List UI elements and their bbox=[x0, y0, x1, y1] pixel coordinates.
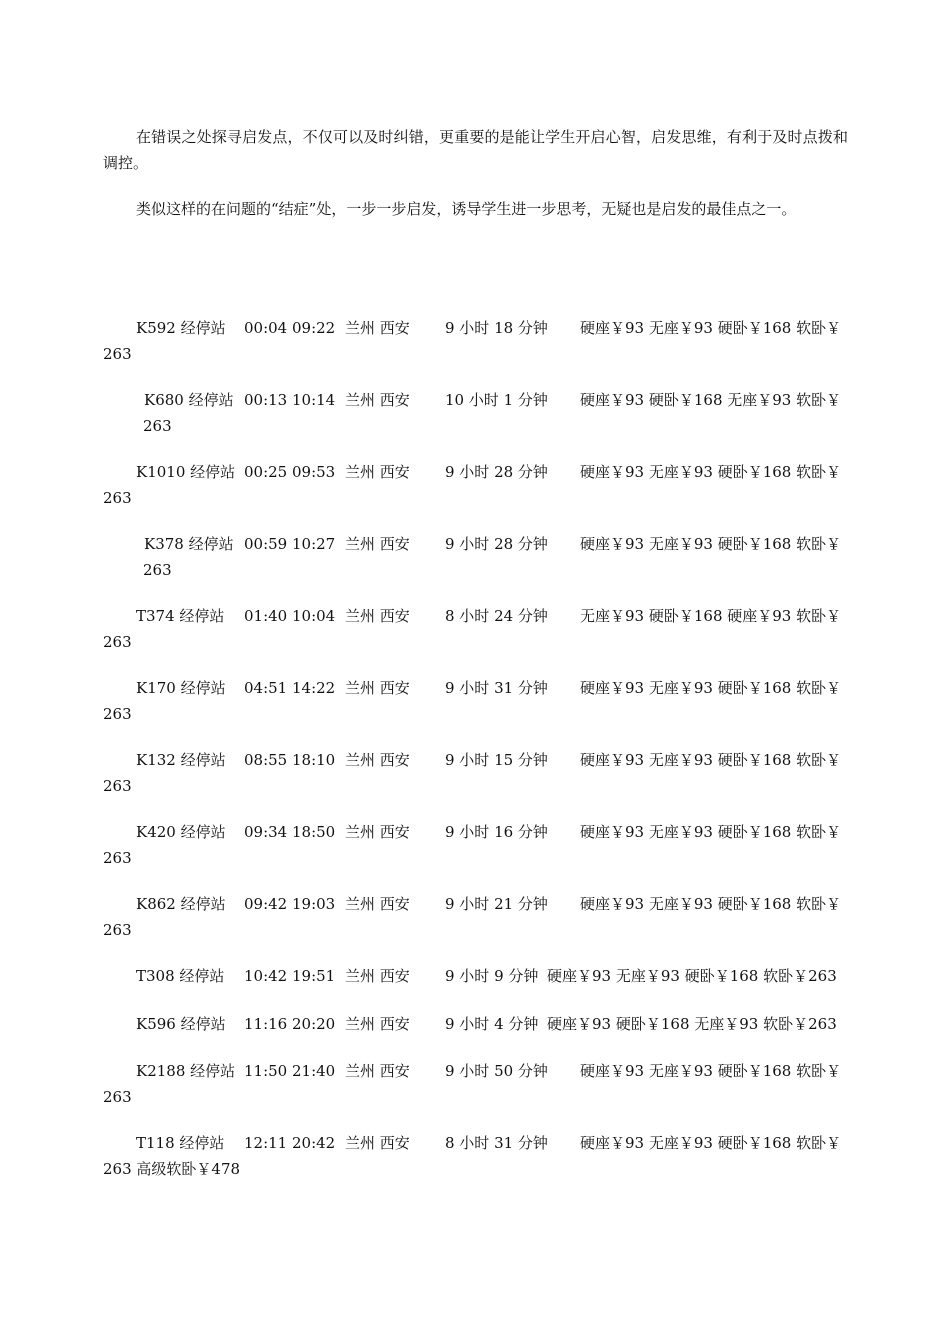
train-prices-continued: 263 bbox=[103, 633, 132, 651]
train-entry bbox=[103, 963, 848, 989]
train-prices: 硬座￥93 无座￥93 硬卧￥168 软卧￥263 bbox=[547, 967, 837, 985]
train-times: 11:50 21:40 bbox=[244, 1062, 336, 1080]
train-number: K170 经停站 bbox=[136, 679, 226, 697]
train-prices: 硬座￥93 硬卧￥168 无座￥93 软卧￥263 bbox=[547, 1015, 837, 1033]
train-number: K596 经停站 bbox=[136, 1015, 226, 1033]
train-number: K680 经停站 bbox=[144, 391, 234, 409]
train-entry bbox=[143, 387, 848, 439]
train-times: 08:55 18:10 bbox=[244, 751, 336, 769]
paragraph-1: 在错误之处探寻启发点，不仅可以及时纠错，更重要的是能让学生开启心智，启发思维，有利于及时点拨和调控。 bbox=[103, 128, 848, 172]
train-duration: 9 小时 18 分钟 bbox=[445, 319, 548, 337]
train-entry bbox=[103, 675, 848, 727]
train-prices-continued: 263 bbox=[103, 489, 132, 507]
train-duration: 9 小时 50 分钟 bbox=[445, 1062, 548, 1080]
train-prices-continued: 263 bbox=[143, 417, 172, 435]
train-duration: 8 小时 31 分钟 bbox=[445, 1134, 548, 1152]
train-prices: 硬座￥93 无座￥93 硬卧￥168 软卧￥ bbox=[580, 535, 842, 553]
train-prices-continued: 263 bbox=[143, 561, 172, 579]
train-number: K378 经停站 bbox=[144, 535, 234, 553]
train-route: 兰州 西安 bbox=[345, 1015, 410, 1033]
train-entry bbox=[103, 891, 848, 943]
train-times: 12:11 20:42 bbox=[244, 1134, 336, 1152]
train-duration: 9 小时 16 分钟 bbox=[445, 823, 548, 841]
train-number: T308 经停站 bbox=[136, 967, 225, 985]
train-route: 兰州 西安 bbox=[345, 751, 410, 769]
train-prices: 硬座￥93 无座￥93 硬卧￥168 软卧￥ bbox=[580, 463, 842, 481]
train-number: K132 经停站 bbox=[136, 751, 226, 769]
train-route: 兰州 西安 bbox=[345, 823, 410, 841]
paragraph-2: 类似这样的在问题的“结症”处，一步一步启发，诱导学生进一步思考，无疑也是启发的最佳点之一。 bbox=[136, 200, 797, 218]
train-number: T118 经停站 bbox=[136, 1134, 225, 1152]
train-entry bbox=[103, 459, 848, 511]
train-times: 00:13 10:14 bbox=[244, 391, 336, 409]
train-times: 04:51 14:22 bbox=[244, 679, 336, 697]
train-number: K1010 经停站 bbox=[136, 463, 236, 481]
train-duration: 9 小时 28 分钟 bbox=[445, 535, 548, 553]
train-prices-continued: 263 bbox=[103, 921, 132, 939]
train-prices: 硬座￥93 无座￥93 硬卧￥168 软卧￥ bbox=[580, 823, 842, 841]
train-number: K420 经停站 bbox=[136, 823, 226, 841]
train-route: 兰州 西安 bbox=[345, 1134, 410, 1152]
train-times: 09:42 19:03 bbox=[244, 895, 336, 913]
train-number: K862 经停站 bbox=[136, 895, 226, 913]
train-route: 兰州 西安 bbox=[345, 607, 410, 625]
train-route: 兰州 西安 bbox=[345, 1062, 410, 1080]
train-duration: 9 小时 31 分钟 bbox=[445, 679, 548, 697]
train-times: 10:42 19:51 bbox=[244, 967, 336, 985]
train-route: 兰州 西安 bbox=[345, 463, 410, 481]
train-prices-continued: 263 bbox=[103, 777, 132, 795]
train-prices: 硬座￥93 无座￥93 硬卧￥168 软卧￥ bbox=[580, 679, 842, 697]
train-prices: 硬座￥93 硬卧￥168 无座￥93 软卧￥ bbox=[580, 391, 842, 409]
train-duration: 9 小时 21 分钟 bbox=[445, 895, 548, 913]
train-duration: 9 小时 28 分钟 bbox=[445, 463, 548, 481]
train-times: 09:34 18:50 bbox=[244, 823, 336, 841]
train-prices-continued: 263 高级软卧￥478 bbox=[103, 1160, 241, 1178]
train-times: 00:04 09:22 bbox=[244, 319, 336, 337]
train-entry bbox=[143, 531, 848, 583]
train-number: K2188 经停站 bbox=[136, 1062, 236, 1080]
train-entry bbox=[103, 1058, 848, 1110]
train-prices: 硬座￥93 无座￥93 硬卧￥168 软卧￥ bbox=[580, 319, 842, 337]
train-number: T374 经停站 bbox=[136, 607, 225, 625]
train-times: 00:25 09:53 bbox=[244, 463, 336, 481]
train-prices-continued: 263 bbox=[103, 1088, 132, 1106]
train-duration: 10 小时 1 分钟 bbox=[445, 391, 548, 409]
train-prices-continued: 263 bbox=[103, 345, 132, 363]
train-route: 兰州 西安 bbox=[345, 535, 410, 553]
train-prices: 硬座￥93 无座￥93 硬卧￥168 软卧￥ bbox=[580, 1134, 842, 1152]
train-duration: 9 小时 15 分钟 bbox=[445, 751, 548, 769]
train-times: 01:40 10:04 bbox=[244, 607, 336, 625]
train-duration: 8 小时 24 分钟 bbox=[445, 607, 548, 625]
train-route: 兰州 西安 bbox=[345, 391, 410, 409]
train-route: 兰州 西安 bbox=[345, 895, 410, 913]
train-prices: 无座￥93 硬卧￥168 硬座￥93 软卧￥ bbox=[580, 607, 842, 625]
train-entry bbox=[103, 1130, 848, 1182]
train-prices: 硬座￥93 无座￥93 硬卧￥168 软卧￥ bbox=[580, 1062, 842, 1080]
train-entry bbox=[103, 747, 848, 799]
train-entry bbox=[103, 819, 848, 871]
train-entry bbox=[103, 603, 848, 655]
train-number: K592 经停站 bbox=[136, 319, 226, 337]
train-route: 兰州 西安 bbox=[345, 967, 410, 985]
train-prices: 硬座￥93 无座￥93 硬卧￥168 软卧￥ bbox=[580, 895, 842, 913]
train-times: 00:59 10:27 bbox=[244, 535, 336, 553]
train-duration: 9 小时 4 分钟 bbox=[445, 1015, 539, 1033]
train-prices-continued: 263 bbox=[103, 705, 132, 723]
train-route: 兰州 西安 bbox=[345, 319, 410, 337]
train-entry bbox=[103, 315, 848, 367]
train-times: 11:16 20:20 bbox=[244, 1015, 336, 1033]
train-duration: 9 小时 9 分钟 bbox=[445, 967, 539, 985]
train-entry bbox=[103, 1011, 848, 1037]
train-prices: 硬座￥93 无座￥93 硬卧￥168 软卧￥ bbox=[580, 751, 842, 769]
train-prices-continued: 263 bbox=[103, 849, 132, 867]
train-route: 兰州 西安 bbox=[345, 679, 410, 697]
